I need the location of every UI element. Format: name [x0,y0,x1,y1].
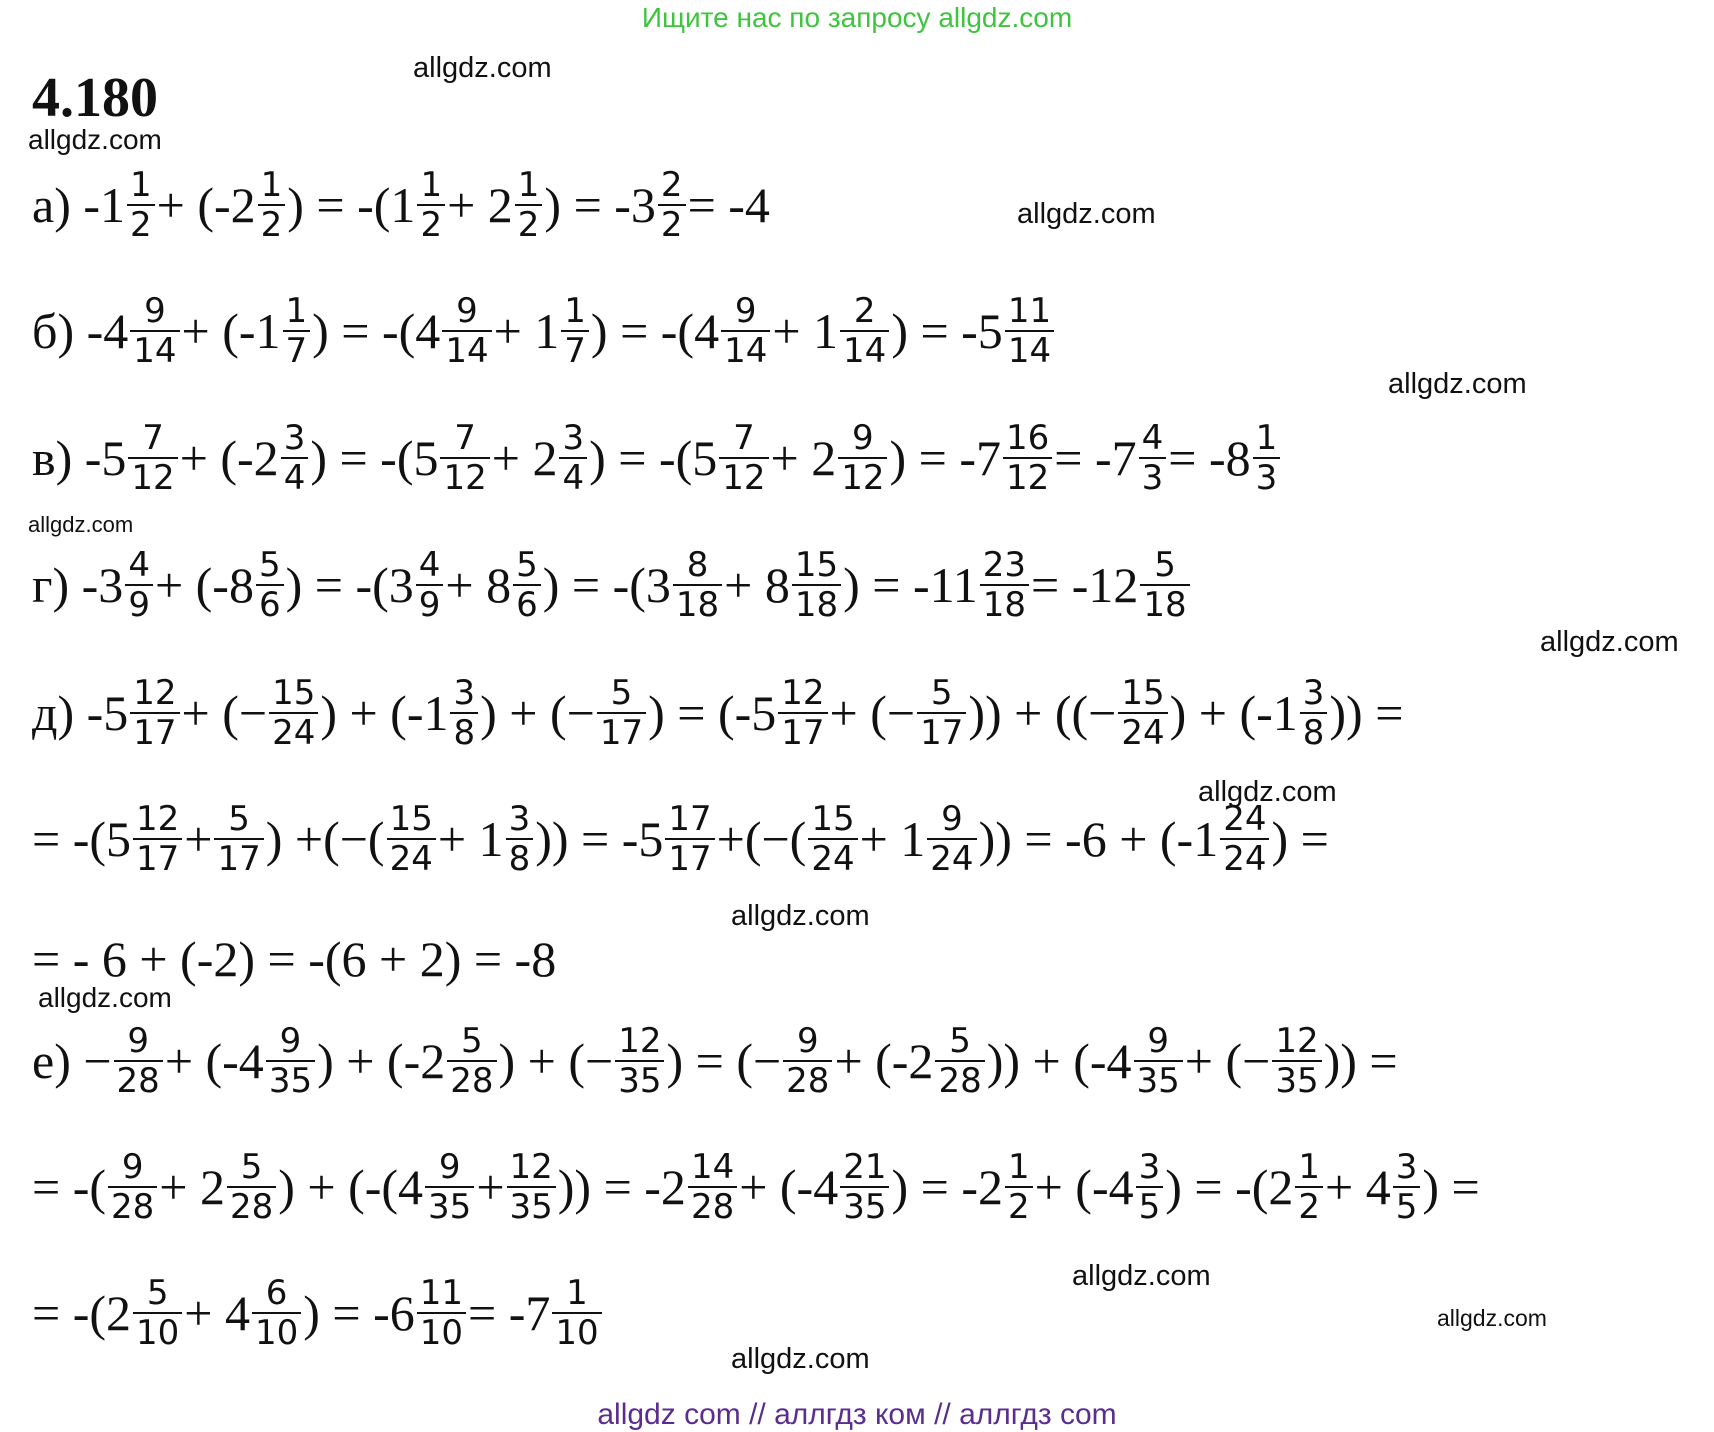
fraction-denominator: 2 [127,204,155,244]
watermark: allgdz.com [1388,368,1527,400]
fraction [258,166,286,244]
fraction [719,419,768,497]
equation-text: ) + (-2 [317,1033,446,1090]
fraction-denominator: 4 [559,457,587,497]
fraction-denominator: 35 [615,1060,664,1100]
equation-text: = -12 [1031,557,1139,614]
equation-text: + (-4 [164,1033,264,1090]
fraction-numerator: 9 [734,291,757,331]
fraction [447,1022,496,1100]
fraction-numerator: 5 [240,1147,263,1187]
fraction [214,800,263,878]
solution-line-e1 [32,1022,1398,1100]
fraction-denominator: 17 [133,838,182,878]
watermark: allgdz.com [731,1343,870,1375]
solution-line-v [32,419,1282,497]
fraction-numerator: 12 [509,1147,553,1187]
fraction [269,674,318,752]
fraction-denominator: 24 [269,712,318,752]
fraction-denominator: 18 [980,584,1029,624]
fraction [283,292,311,370]
fraction-denominator: 8 [506,838,534,878]
fraction-numerator: 3 [453,673,476,713]
equation-text: + (-2 [834,1033,934,1090]
fraction-numerator: 5 [146,1273,169,1313]
fraction-numerator: 15 [389,799,433,839]
equation-text: ) = -(5 [589,430,718,487]
fraction-denominator: 28 [783,1060,832,1100]
fraction-denominator: 12 [838,457,887,497]
equation-text: ) + (− [498,1033,614,1090]
fraction-numerator: 1 [517,165,540,205]
equation-text: ) = [1422,1159,1480,1216]
fraction-numerator: 6 [265,1273,288,1313]
equation-text: + 1 [493,303,560,360]
fraction [125,546,153,624]
fraction-numerator: 3 [1302,673,1325,713]
fraction-denominator: 28 [114,1060,163,1100]
fraction-numerator: 12 [133,673,177,713]
fraction [1253,419,1281,497]
fraction [133,1274,182,1352]
fraction-denominator: 2 [1005,1186,1033,1226]
equation-text: )) = -5 [535,811,664,868]
fraction-denominator: 2 [515,204,543,244]
fraction-denominator: 17 [917,712,966,752]
equation-text: ) = -(2 [1165,1159,1294,1216]
fraction-denominator: 10 [417,1312,466,1352]
fraction-numerator: 1 [260,165,283,205]
fraction-numerator: 7 [733,418,755,458]
fraction-denominator: 28 [227,1186,276,1226]
fraction [128,419,177,497]
fraction [840,292,889,370]
equation-text: ) = -3 [544,177,656,234]
fraction-denominator: 14 [130,330,179,370]
equation-text: д) -5 [32,685,129,742]
fraction-denominator: 18 [1140,584,1189,624]
fraction-numerator: 4 [128,545,150,585]
equation-text: )) = [1323,1033,1398,1090]
fraction-numerator: 16 [1005,418,1050,458]
fraction [1393,1148,1421,1226]
fraction [917,674,966,752]
fraction-denominator: 28 [935,1060,984,1100]
equation-text: ) = -6 [303,1285,415,1342]
fraction-denominator: 24 [1220,838,1269,878]
equation-text: = -4 [687,177,770,234]
fraction-denominator: 24 [927,838,976,878]
fraction-denominator: 28 [447,1060,496,1100]
watermark: allgdz.com [1540,626,1679,658]
equation-text: ) + (-(4 [278,1159,424,1216]
equation-text: + 4 [1325,1159,1391,1216]
fraction [513,546,541,624]
equation-text: )) = [1329,685,1404,742]
equation-text: + (-4 [1034,1159,1134,1216]
solution-line-d2 [32,800,1329,878]
fraction-denominator: 9 [416,584,444,624]
fraction-numerator: 5 [930,673,953,713]
equation-text: а) -1 [32,177,125,234]
equation-text: = -8 [1168,430,1251,487]
fraction-denominator: 8 [1300,712,1328,752]
fraction [980,546,1029,624]
equation-text: + 4 [184,1285,250,1342]
fraction [507,1148,556,1226]
fraction-numerator: 9 [279,1021,302,1061]
equation-text: )) + (-4 [986,1033,1132,1090]
equation-text: в) -5 [32,430,127,487]
fraction-numerator: 3 [283,418,306,458]
equation-text: = -7 [468,1285,551,1342]
fraction [130,292,179,370]
fraction-denominator: 18 [792,584,841,624]
watermark: allgdz.com [38,982,172,1013]
fraction-numerator: 9 [438,1147,461,1187]
fraction [417,166,445,244]
fraction [1272,1022,1321,1100]
equation-text: + 2 [491,430,558,487]
fraction [721,292,770,370]
solution-line-a [32,166,770,244]
equation-text: + (− [181,685,268,742]
fraction-numerator: 1 [1255,418,1278,458]
fraction-denominator: 12 [128,457,177,497]
fraction [1220,800,1269,878]
fraction-numerator: 12 [1275,1021,1319,1061]
equation-text: + 1 [859,811,926,868]
equation-text: + (− [829,685,916,742]
equation-text: ) = -7 [889,430,1001,487]
fraction [935,1022,984,1100]
fraction [133,800,182,878]
solution-line-b [32,292,1056,370]
fraction-numerator: 1 [420,165,443,205]
fraction [1300,674,1328,752]
equation-text: + 2 [447,177,513,234]
watermark: allgdz.com [28,512,134,537]
equation-text: ) = (-5 [648,685,777,742]
equation-text: = -(5 [32,811,131,868]
equation-text: + (-1 [181,303,281,360]
fraction [783,1022,832,1100]
fraction [506,800,534,878]
fraction-numerator: 15 [811,799,855,839]
fraction-denominator: 3 [1253,457,1281,497]
equation-text: = -7 [1054,430,1137,487]
watermark: allgdz.com [28,124,162,155]
fraction [440,419,489,497]
equation-text: ) = (− [666,1033,782,1090]
fraction [281,419,309,497]
fraction [665,800,714,878]
fraction-numerator: 5 [610,673,633,713]
fraction-numerator: 12 [618,1021,662,1061]
fraction-denominator: 28 [688,1186,737,1226]
equation-text: г) -3 [32,557,124,614]
fraction-denominator: 2 [258,204,286,244]
fraction [778,674,827,752]
equation-text: + 8 [445,557,512,614]
fraction-denominator: 2 [417,204,445,244]
equation-text: ) + (-1 [1169,685,1298,742]
fraction-denominator: 9 [125,584,153,624]
equation-text: + (-2 [179,430,279,487]
fraction-numerator: 5 [228,799,250,839]
fraction-numerator: 11 [419,1273,463,1313]
equation-text: ) + (-1 [320,685,449,742]
equation-text: ) = -(1 [287,177,416,234]
fraction-denominator: 17 [778,712,827,752]
fraction-numerator: 9 [941,799,963,839]
equation-text: + 2 [770,430,837,487]
solution-line-g [32,546,1192,624]
equation-text: +(−( [716,811,807,868]
equation-text: ) +(−( [265,811,385,868]
fraction-denominator: 2 [1295,1186,1323,1226]
fraction-denominator: 35 [1272,1060,1321,1100]
watermark: allgdz.com [413,52,552,84]
fraction-numerator: 5 [516,545,538,585]
fraction [450,674,478,752]
fraction-numerator: 15 [272,673,316,713]
fraction [114,1022,163,1100]
fraction-denominator: 10 [133,1312,182,1352]
fraction-numerator: 23 [982,545,1027,585]
fraction [1295,1148,1323,1226]
fraction [792,546,841,624]
fraction-numerator: 4 [418,545,441,585]
header-banner: Ищите нас по запросу allgdz.com [641,2,1073,33]
fraction-denominator: 24 [1118,712,1167,752]
fraction [515,166,543,244]
watermark: allgdz.com [1437,1305,1547,1331]
fraction [840,1148,889,1226]
equation-text: ) = -(4 [590,303,720,360]
fraction-denominator: 4 [281,457,309,497]
fraction [927,800,976,878]
equation-text: + (-8 [154,557,254,614]
fraction [425,1148,474,1226]
fraction-denominator: 35 [507,1186,556,1226]
fraction [416,546,444,624]
fraction-denominator: 14 [442,330,491,370]
fraction [266,1022,315,1100]
equation-text: ) = -(3 [542,557,671,614]
fraction [108,1148,157,1226]
fraction [688,1148,737,1226]
watermark: allgdz.com [731,900,870,932]
fraction-denominator: 12 [719,457,768,497]
equation-text: ) = -11 [843,557,978,614]
equation-text: + [184,811,213,868]
solution-line-e2 [32,1148,1480,1226]
fraction-numerator: 12 [781,673,825,713]
fraction [130,674,179,752]
fraction-numerator: 9 [796,1021,819,1061]
fraction-denominator: 14 [840,330,889,370]
solution-line-d1 [32,674,1403,752]
fraction-numerator: 1 [564,291,586,331]
equation-text: ) = -2 [891,1159,1003,1216]
equation-text: ) = -(4 [312,303,441,360]
equation-text: = -(2 [32,1285,131,1342]
fraction [227,1148,276,1226]
fraction-numerator: 3 [562,418,585,458]
fraction-denominator: 17 [665,838,714,878]
equation-text: + (-4 [739,1159,839,1216]
fraction [1139,419,1167,497]
fraction-numerator: 3 [1138,1147,1161,1187]
fraction-numerator: 1 [285,291,308,331]
fraction [673,546,722,624]
exercise-number: 4.180 [32,67,158,129]
fraction [1134,1022,1183,1100]
fraction-numerator: 1 [1298,1147,1321,1187]
equation-text: = - 6 + (-2) = -(6 + 2) = -8 [32,930,557,987]
equation-text: ) = -(3 [285,557,414,614]
equation-text: ) = [1271,811,1329,868]
equation-text: + 1 [772,303,839,360]
equation-text: )) = -2 [557,1159,686,1216]
fraction-denominator: 35 [266,1060,315,1100]
solution-line-d3 [32,924,556,988]
watermark: allgdz.com [1198,776,1337,808]
fraction-numerator: 2 [660,165,683,205]
fraction-numerator: 11 [1007,291,1052,331]
fraction-denominator: 35 [840,1186,889,1226]
fraction-numerator: 1 [1007,1147,1030,1187]
fraction [808,800,857,878]
fraction-denominator: 7 [561,330,589,370]
fraction-numerator: 9 [852,418,874,458]
fraction [1005,292,1054,370]
equation-text: ) + (− [480,685,595,742]
fraction-denominator: 10 [252,1312,301,1352]
fraction-numerator: 8 [686,545,709,585]
equation-text: )) + ((− [968,685,1117,742]
fraction-numerator: 1 [566,1273,588,1313]
fraction [1140,546,1189,624]
fraction-numerator: 9 [456,291,478,331]
fraction-numerator: 15 [1121,673,1165,713]
fraction [838,419,887,497]
fraction-denominator: 2 [658,204,686,244]
fraction-numerator: 7 [454,418,476,458]
fraction-numerator: 15 [794,545,839,585]
fraction-numerator: 7 [142,418,164,458]
equation-text: б) -4 [32,303,129,360]
fraction-numerator: 5 [258,545,281,585]
fraction-denominator: 14 [1005,330,1054,370]
fraction-numerator: 1 [130,165,152,205]
fraction-denominator: 17 [214,838,263,878]
footer-links: allgdz com // аллгдз ком // аллгдз com [597,1398,1117,1431]
fraction-denominator: 28 [108,1186,157,1226]
watermark: allgdz.com [1017,198,1156,230]
fraction-numerator: 3 [508,799,531,839]
fraction [256,546,284,624]
fraction-numerator: 24 [1223,799,1267,839]
equation-text: + 8 [724,557,790,614]
fraction-denominator: 7 [283,330,311,370]
fraction-numerator: 9 [127,1021,149,1061]
fraction [1118,674,1167,752]
fraction-denominator: 14 [721,330,770,370]
fraction-denominator: 24 [387,838,436,878]
equation-text: + (− [1184,1033,1271,1090]
watermark: allgdz.com [1072,1260,1211,1292]
fraction-numerator: 5 [949,1021,971,1061]
fraction-numerator: 17 [668,799,712,839]
fraction-numerator: 4 [1141,418,1164,458]
fraction-denominator: 12 [1003,457,1052,497]
fraction-denominator: 6 [256,584,284,624]
fraction [1003,419,1052,497]
fraction-denominator: 10 [552,1312,601,1352]
equation-text: )) = -6 + (-1 [978,811,1219,868]
fraction-denominator: 35 [425,1186,474,1226]
fraction-denominator: 35 [1134,1060,1183,1100]
fraction-numerator: 5 [461,1021,483,1061]
fraction [442,292,491,370]
fraction [597,674,646,752]
equation-text: + 2 [159,1159,225,1216]
equation-text: + 1 [437,811,504,868]
fraction [387,800,436,878]
fraction-numerator: 12 [136,799,180,839]
fraction-numerator: 3 [1395,1147,1418,1187]
fraction-denominator: 5 [1393,1186,1421,1226]
fraction-denominator: 17 [597,712,646,752]
fraction-denominator: 6 [513,584,541,624]
fraction-denominator: 3 [1139,457,1167,497]
fraction-denominator: 5 [1136,1186,1164,1226]
fraction-denominator: 17 [130,712,179,752]
equation-text: е) − [32,1033,112,1090]
equation-text: ) = -5 [891,303,1003,360]
fraction-numerator: 5 [1154,545,1176,585]
fraction [1136,1148,1164,1226]
fraction-numerator: 9 [144,291,166,331]
fraction [127,166,155,244]
fraction [417,1274,466,1352]
fraction [252,1274,301,1352]
fraction-denominator: 24 [808,838,857,878]
fraction-numerator: 21 [843,1147,887,1187]
fraction-denominator: 8 [450,712,478,752]
fraction-denominator: 18 [673,584,722,624]
fraction-denominator: 12 [440,457,489,497]
fraction [615,1022,664,1100]
equation-text: + (-2 [156,177,256,234]
equation-text: ) = -(5 [310,430,439,487]
fraction-numerator: 9 [121,1147,144,1187]
solution-line-e3 [32,1274,604,1352]
fraction [552,1274,601,1352]
fraction [561,292,589,370]
fraction-numerator: 2 [853,291,876,331]
fraction-numerator: 14 [690,1147,735,1187]
fraction [658,166,686,244]
equation-text: = -( [32,1159,106,1216]
equation-text: + [476,1159,505,1216]
fraction [1005,1148,1033,1226]
fraction-numerator: 9 [1147,1021,1169,1061]
fraction [559,419,587,497]
